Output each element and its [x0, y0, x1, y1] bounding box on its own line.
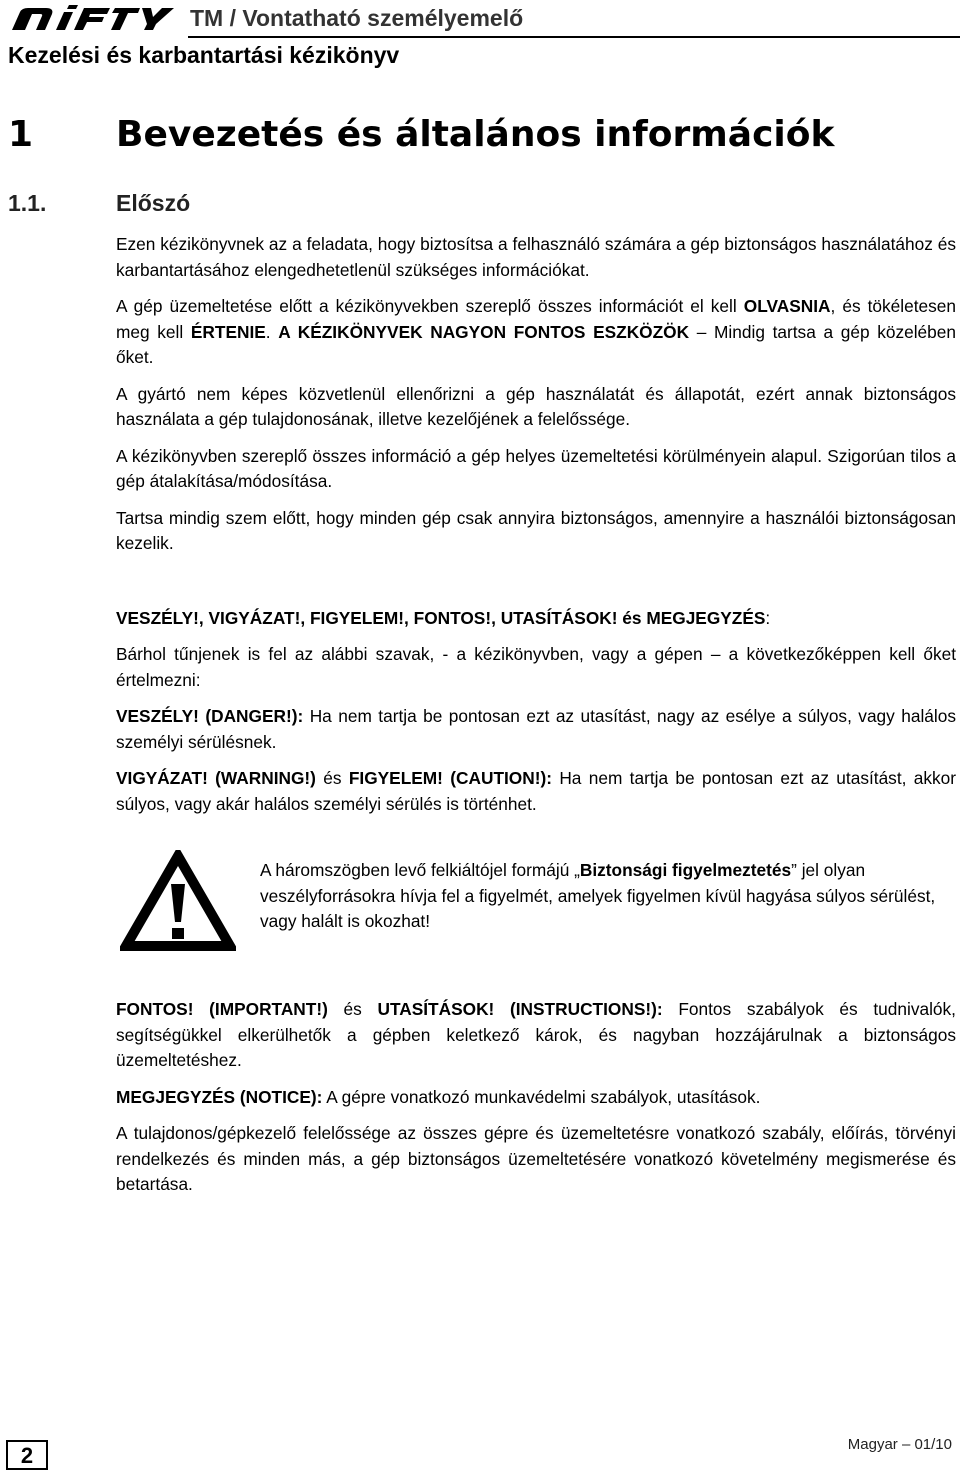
danger-definition: VESZÉLY! (DANGER!): Ha nem tartja be pontosan ezt az utasítást, nagy az esélye a súlyos, vagy halálos személyi sérülésnek.: [116, 706, 957, 752]
nifty-logo: [8, 4, 182, 32]
notice-definition: MEGJEGYZÉS (NOTICE): A gépre vonatkozó munkavédelmi szabályok, utasítások.: [116, 1086, 761, 1107]
section-number: 1: [8, 114, 34, 155]
edition-label: Magyar – 01/10: [847, 1436, 952, 1453]
paragraph-read-manuals: A gép üzemeltetése előtt a kézikönyvekben szereplő összes információt el kell OLVASNIA, és tökéletesen meg kell ÉRTENIE. A KÉZIKÖNYVEK NAGYON FONTOS ESZKÖZÖK – Mindig tartsa a gép közelében őket.: [116, 296, 957, 367]
nifty-logo-icon: [8, 4, 182, 32]
safety-alert-block: [120, 850, 956, 960]
owner-responsibility: A tulajdonos/gépkezelő felelőssége az összes gépre és üzemeltetésre vonatkozó szabály, előírás, törvényi rendelkezés és minden más, a gép biztonságos üzemeltetésére vonatkozó követelmény megismerése és betartása.: [116, 1123, 956, 1194]
important-definition: FONTOS! (IMPORTANT!) és UTASÍTÁSOK! (INSTRUCTIONS!): Fontos szabályok és tudnivalók, segítségükkel elkerülhetők a gépben keletkező károk, és nagyban hozzájárulnak a biztonságos üzemeltetéshez.: [116, 999, 956, 1070]
subsection-number: 1.1.: [8, 190, 47, 216]
safety-alert-text: A háromszögben levő felkiáltójel formájú „Biztonsági figyelmeztetés” jel olyan veszélyforrásokra hívja fel a figyelmét, amelyek figyelmen kívül hagyása súlyos sérülést, vagy halált is okozhat!: [260, 860, 936, 931]
warning-triangle-icon: [120, 850, 236, 952]
paragraph-operating-conditions: A kézikönyvben szereplő összes információ a gép helyes üzemeltetési körülményein alapul. Szigorúan tilos a gép átalakítása/módosítása.: [116, 445, 956, 491]
signal-words-heading: VESZÉLY!, VIGYÁZAT!, FIGYELEM!, FONTOS!, UTASÍTÁSOK! és MEGJEGYZÉS:: [116, 607, 771, 628]
header-title: TM / Vontatható személyemelő: [190, 5, 524, 31]
section-title: Bevezetés és általános információk: [116, 114, 835, 155]
paragraph-purpose: Ezen kézikönyvnek az a feladata, hogy biztosítsa a felhasználó számára a gép biztonságos használatához és karbantartásához elengedhetetlenül szükséges információkat.: [116, 234, 956, 280]
paragraph-safe-handling: Tartsa mindig szem előtt, hogy minden gép csak annyira biztonságos, amennyire a használói biztonságosan kezelik.: [116, 507, 956, 553]
foreword-body: [116, 232, 956, 817]
warning-definition: VIGYÁZAT! (WARNING!) és FIGYELEM! (CAUTION!): Ha nem tartja be pontosan ezt az utasítást, akkor súlyos, vagy akár halálos személyi sérülés is történhet.: [116, 768, 957, 814]
header-rule: [188, 36, 960, 38]
subsection-title: Előszó: [116, 190, 191, 216]
header-subtitle: Kezelési és karbantartási kézikönyv: [8, 42, 400, 68]
page-header: [0, 0, 960, 70]
notes-body: [116, 997, 956, 1198]
signal-words-intro: Bárhol tűnjenek is fel az alábbi szavak, - a kézikönyvben, vagy a gépen – a következőképpen kell őket értelmezni:: [116, 644, 956, 690]
page-number: 2: [6, 1440, 48, 1470]
paragraph-manufacturer: A gyártó nem képes közvetlenül ellenőrizni a gép használatát és állapotát, ezért annak biztonságos használata a gép tulajdonosának, illetve kezelőjének a felelőssége.: [116, 383, 956, 429]
